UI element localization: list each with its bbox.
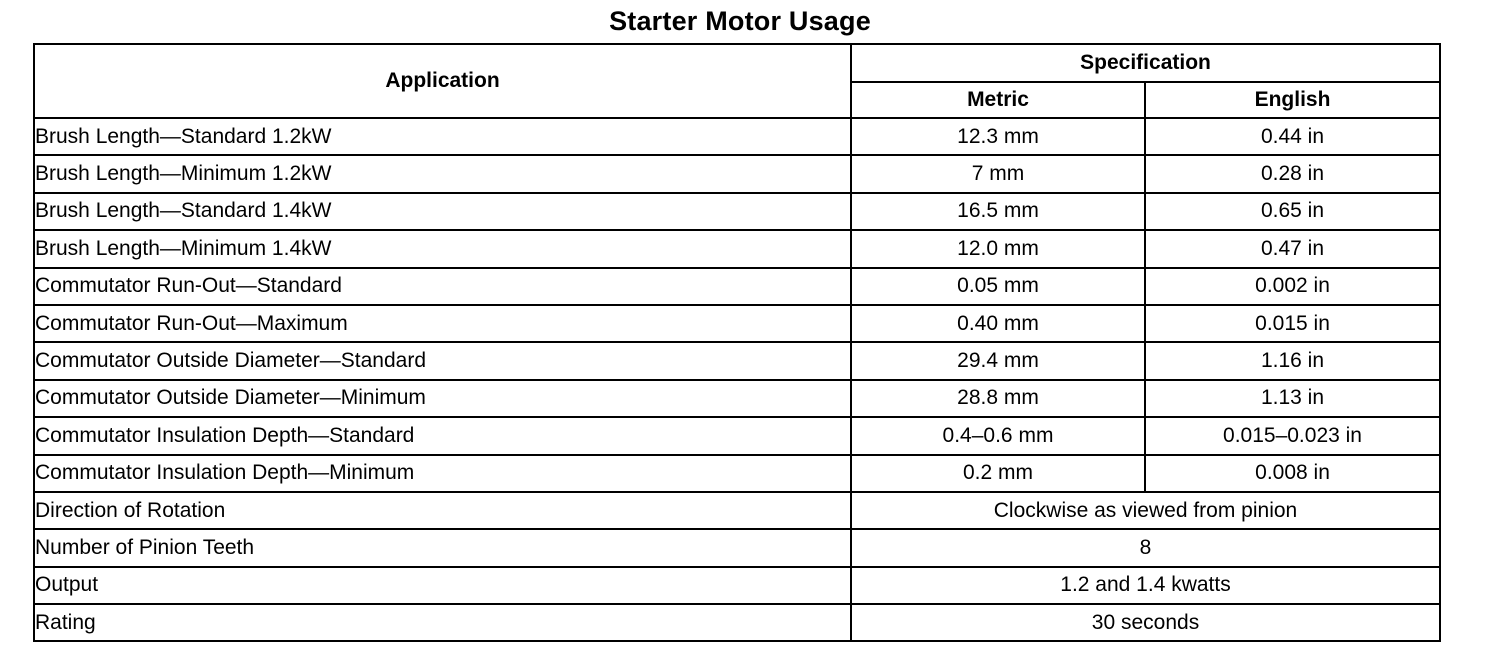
merged-value-cell: 30 seconds: [851, 604, 1440, 641]
header-application: Application: [34, 44, 851, 118]
merged-value-cell: 1.2 and 1.4 kwatts: [851, 567, 1440, 604]
application-cell: Number of Pinion Teeth: [34, 529, 851, 566]
metric-cell: 0.2 mm: [851, 455, 1145, 492]
merged-value-cell: Clockwise as viewed from pinion: [851, 492, 1440, 529]
header-specification: Specification: [851, 44, 1440, 82]
metric-cell: 29.4 mm: [851, 342, 1145, 379]
application-cell: Brush Length—Standard 1.4kW: [34, 193, 851, 230]
application-cell: Commutator Outside Diameter—Standard: [34, 342, 851, 379]
table-row: [34, 604, 1440, 641]
table-row: [34, 380, 1440, 417]
metric-cell: 0.05 mm: [851, 268, 1145, 305]
english-cell: 0.28 in: [1145, 155, 1440, 192]
starter-motor-spec-table: [33, 43, 1441, 642]
application-cell: Brush Length—Standard 1.2kW: [34, 118, 851, 155]
header-metric: Metric: [851, 82, 1145, 118]
english-cell: 1.13 in: [1145, 380, 1440, 417]
table-row: [34, 230, 1440, 267]
table-title: Starter Motor Usage: [609, 6, 871, 36]
application-cell: Output: [34, 567, 851, 604]
header-english: English: [1145, 82, 1440, 118]
table-row: [34, 529, 1440, 566]
application-cell: Rating: [34, 604, 851, 641]
table-row: [34, 118, 1440, 155]
application-cell: Commutator Run-Out—Standard: [34, 268, 851, 305]
application-cell: Direction of Rotation: [34, 492, 851, 529]
application-cell: Commutator Outside Diameter—Minimum: [34, 380, 851, 417]
table-row: [34, 492, 1440, 529]
metric-cell: 12.0 mm: [851, 230, 1145, 267]
table-row: [34, 193, 1440, 230]
english-cell: 0.47 in: [1145, 230, 1440, 267]
english-cell: 0.015–0.023 in: [1145, 417, 1440, 454]
metric-cell: 16.5 mm: [851, 193, 1145, 230]
table-row: [34, 268, 1440, 305]
english-cell: 0.015 in: [1145, 305, 1440, 342]
table-row: [34, 155, 1440, 192]
english-cell: 0.002 in: [1145, 268, 1440, 305]
application-cell: Brush Length—Minimum 1.2kW: [34, 155, 851, 192]
english-cell: 0.008 in: [1145, 455, 1440, 492]
table-row: [34, 342, 1440, 379]
application-cell: Brush Length—Minimum 1.4kW: [34, 230, 851, 267]
merged-value-cell: 8: [851, 529, 1440, 566]
header-row-1: [34, 44, 1440, 82]
application-cell: Commutator Run-Out—Maximum: [34, 305, 851, 342]
metric-cell: 0.4–0.6 mm: [851, 417, 1145, 454]
table-row: [34, 305, 1440, 342]
metric-cell: 7 mm: [851, 155, 1145, 192]
table-row: [34, 417, 1440, 454]
application-cell: Commutator Insulation Depth—Standard: [34, 417, 851, 454]
table-row: [34, 455, 1440, 492]
metric-cell: 0.40 mm: [851, 305, 1145, 342]
english-cell: 0.44 in: [1145, 118, 1440, 155]
english-cell: 0.65 in: [1145, 193, 1440, 230]
metric-cell: 12.3 mm: [851, 118, 1145, 155]
application-cell: Commutator Insulation Depth—Minimum: [34, 455, 851, 492]
metric-cell: 28.8 mm: [851, 380, 1145, 417]
table-row: [34, 567, 1440, 604]
english-cell: 1.16 in: [1145, 342, 1440, 379]
